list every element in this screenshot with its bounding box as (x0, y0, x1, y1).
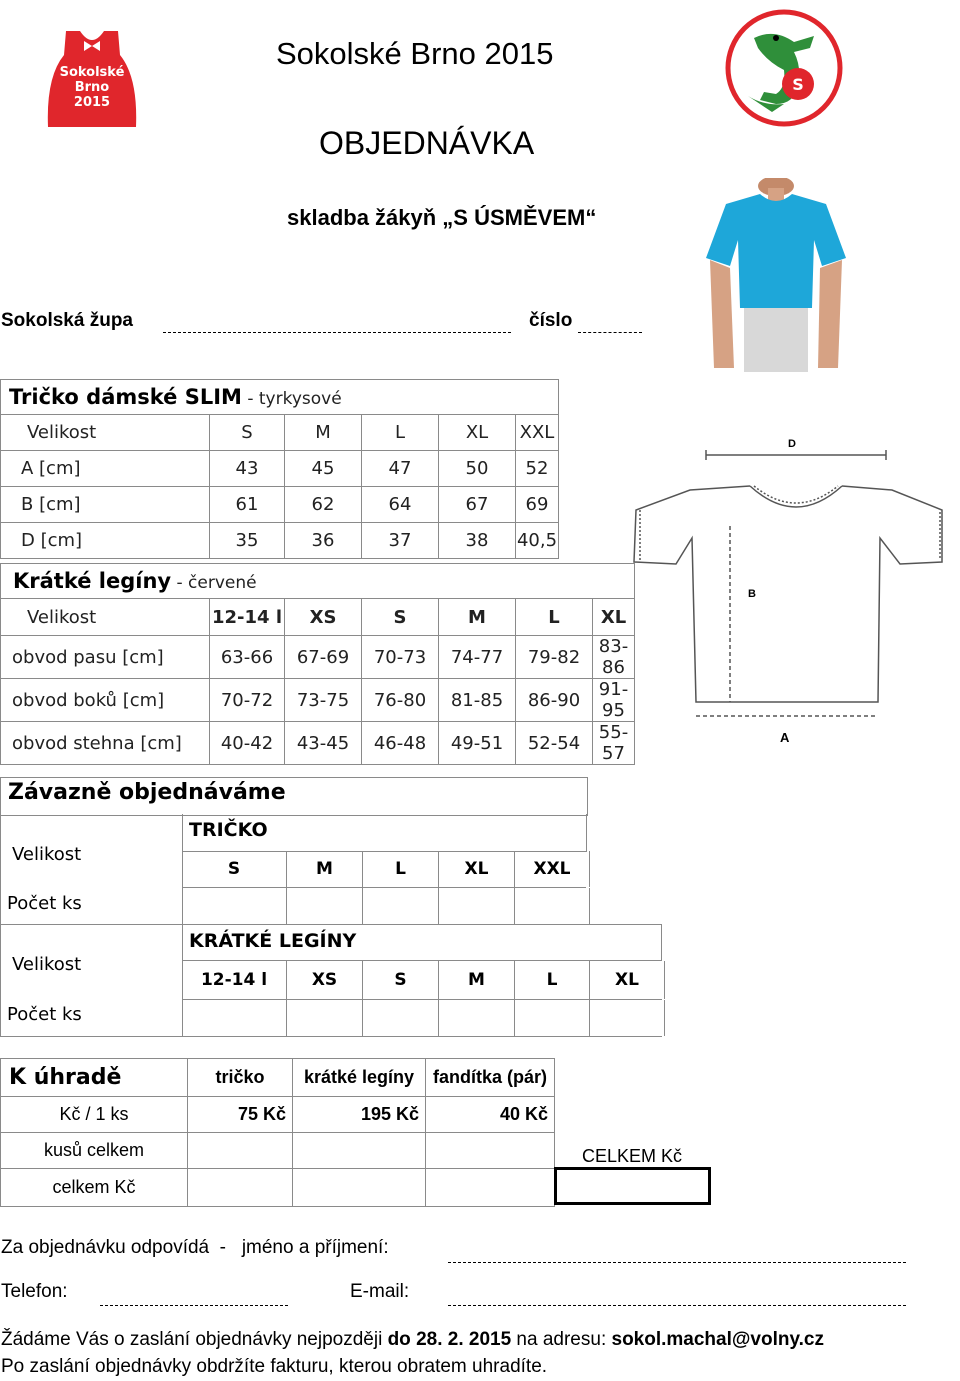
table-cell: 52-54 (516, 722, 593, 765)
table-cell: L (516, 599, 593, 636)
table-cell: 69 (516, 487, 559, 523)
order-size-cell: S (182, 851, 287, 887)
cislo-label: číslo (529, 310, 573, 331)
tshirt-qty-input-l[interactable] (363, 888, 439, 924)
table-cell: 83-86 (593, 636, 635, 679)
page-title: Sokolské Brno 2015 (276, 36, 554, 71)
order-tshirt-label: TRIČKO (189, 819, 268, 841)
price-fanditka: 40 Kč (426, 1097, 555, 1133)
responsible-name-field[interactable] (448, 1242, 906, 1263)
table-cell: 67-69 (285, 636, 362, 679)
footer-invoice-note: Po zaslání objednávky obdržíte fakturu, kterou obratem uhradíte. (1, 1356, 548, 1377)
leggings-table-title: Krátké legíny - červené (1, 564, 635, 599)
leggings-qty-input-xs[interactable] (287, 1000, 363, 1036)
order-velikost-1: Velikost (12, 844, 82, 865)
table-cell: 52 (516, 451, 559, 487)
table-cell: 55-57 (593, 722, 635, 765)
table-cell: B [cm] (1, 487, 210, 523)
diagram-label-a: A (780, 730, 790, 745)
table-cell: XL (593, 599, 635, 636)
footer-deadline (1, 1329, 824, 1351)
email-field[interactable] (448, 1285, 906, 1306)
tshirt-qty-input-m[interactable] (287, 888, 363, 924)
table-cell: 67 (439, 487, 516, 523)
table-cell: 86-90 (516, 679, 593, 722)
responsible-label: Za objednávku odpovídá - jméno a příjmení: (1, 1237, 389, 1258)
payment-header-fanditka: fandítka (pár) (426, 1059, 555, 1097)
zupa-label: Sokolská župa (1, 310, 133, 331)
tshirt-size-row (182, 851, 590, 887)
composition-subtitle: skladba žákyň „S ÚSMĚVEM“ (287, 205, 597, 230)
payment-table (0, 1058, 555, 1207)
table-row (1, 722, 635, 765)
table-cell: 79-82 (516, 636, 593, 679)
tshirt-table-title: Tričko dámské SLIM - tyrkysové (1, 380, 559, 415)
sum-total-leginy[interactable] (293, 1169, 426, 1207)
table-cell: 74-77 (439, 636, 516, 679)
table-cell: 46-48 (362, 722, 439, 765)
svg-text:S: S (792, 75, 804, 94)
leggings-qty-input-m[interactable] (439, 1000, 515, 1036)
table-cell: S (362, 599, 439, 636)
price-tricko: 75 Kč (188, 1097, 293, 1133)
diagram-label-d: D (788, 438, 796, 450)
table-cell: M (439, 599, 516, 636)
order-size-cell: XS (287, 961, 363, 999)
table-row (1, 1097, 555, 1133)
table-cell: 47 (362, 451, 439, 487)
table-row (1, 1133, 555, 1169)
diagram-label-b: B (748, 588, 756, 600)
price-label: Kč / 1 ks (1, 1097, 188, 1133)
table-cell: obvod pasu [cm] (1, 636, 210, 679)
table-row (1, 487, 559, 523)
table-cell: M (285, 415, 362, 451)
tshirt-qty-input-xxl[interactable] (515, 888, 590, 924)
crocodile-badge-icon (724, 8, 844, 128)
footer-text-b: na adresu: (511, 1329, 612, 1350)
table-row (1, 1059, 555, 1097)
table-cell: 62 (285, 487, 362, 523)
footer-text-a: Žádáme Vás o zaslání objednávky nejpozději (1, 1329, 388, 1350)
order-size-cell: L (363, 851, 439, 887)
table-cell: D [cm] (1, 523, 210, 559)
tshirt-qty-input-s[interactable] (182, 888, 287, 924)
tshirt-qty-input-xl[interactable] (439, 888, 515, 924)
table-cell: 61 (210, 487, 285, 523)
table-cell: 49-51 (439, 722, 516, 765)
tshirt-size-table (0, 379, 559, 559)
table-cell: S (210, 415, 285, 451)
leggings-size-table (0, 563, 635, 765)
order-leggings-label: KRÁTKÉ LEGÍNY (189, 930, 357, 952)
order-size-cell: L (515, 961, 590, 999)
cislo-field[interactable] (578, 312, 642, 333)
table-cell: 38 (439, 523, 516, 559)
sum-total-label: celkem Kč (1, 1169, 188, 1207)
order-velikost-2: Velikost (12, 954, 82, 975)
qty-total-leginy[interactable] (293, 1133, 426, 1169)
tshirt-photo (704, 178, 846, 372)
order-pocet-2: Počet ks (7, 1004, 82, 1025)
order-size-cell: M (439, 961, 515, 999)
qty-total-label: kusů celkem (1, 1133, 188, 1169)
footer-date: do 28. 2. 2015 (387, 1329, 512, 1350)
order-pocet-1: Počet ks (7, 893, 82, 914)
table-cell: 70-72 (210, 679, 285, 722)
sum-total-fanditka[interactable] (426, 1169, 555, 1207)
grand-total-field[interactable] (554, 1167, 711, 1205)
table-cell: XS (285, 599, 362, 636)
table-cell: 81-85 (439, 679, 516, 722)
table-row (1, 415, 559, 451)
table-cell: 43 (210, 451, 285, 487)
table-cell: A [cm] (1, 451, 210, 487)
email-label: E-mail: (350, 1281, 410, 1302)
table-cell: XXL (516, 415, 559, 451)
order-size-cell: XXL (515, 851, 590, 887)
logo-line-1: Sokolské (59, 65, 125, 80)
table-cell: 50 (439, 451, 516, 487)
order-size-cell: M (287, 851, 363, 887)
table-row (1, 523, 559, 559)
order-table-title: Závazně objednáváme (8, 780, 286, 805)
table-row (1, 451, 559, 487)
table-cell: 70-73 (362, 636, 439, 679)
leggings-qty-input-xl[interactable] (590, 1000, 665, 1036)
table-row (1, 636, 635, 679)
logo-line-3: 2015 (73, 95, 111, 110)
price-leginy: 195 Kč (293, 1097, 426, 1133)
table-cell: 40,5 (516, 523, 559, 559)
table-row (1, 679, 635, 722)
table-cell: 43-45 (285, 722, 362, 765)
shirt-outline-icon (630, 438, 960, 750)
order-size-cell: XL (590, 961, 665, 999)
logo-line-2: Brno (74, 80, 110, 95)
table-cell: 35 (210, 523, 285, 559)
turquoise-shirt-icon (704, 178, 846, 372)
sum-total-tricko[interactable] (188, 1169, 293, 1207)
order-size-cell: S (363, 961, 439, 999)
shirt-measurement-diagram (630, 438, 960, 750)
phone-label: Telefon: (1, 1281, 68, 1302)
payment-header-leginy: krátké legíny (293, 1059, 426, 1097)
table-cell: 73-75 (285, 679, 362, 722)
table-cell: 40-42 (210, 722, 285, 765)
leggings-qty-row (182, 1000, 665, 1036)
order-size-cell: 12-14 l (182, 961, 287, 999)
tshirt-qty-row (182, 888, 590, 924)
table-cell: 45 (285, 451, 362, 487)
payment-title: K úhradě (1, 1059, 188, 1097)
table-cell: 63-66 (210, 636, 285, 679)
order-heading: OBJEDNÁVKA (319, 125, 535, 161)
table-row (1, 1169, 555, 1207)
table-cell: 76-80 (362, 679, 439, 722)
table-cell: Velikost (1, 599, 210, 636)
grand-total-label: CELKEM Kč (582, 1146, 683, 1166)
table-cell: XL (439, 415, 516, 451)
table-cell: 37 (362, 523, 439, 559)
order-table (0, 777, 662, 1037)
qty-total-fanditka[interactable] (426, 1133, 555, 1169)
leggings-size-row (182, 961, 665, 999)
table-cell: 64 (362, 487, 439, 523)
table-cell: 91-95 (593, 679, 635, 722)
leggings-qty-input-s[interactable] (363, 1000, 439, 1036)
table-cell: 12-14 l (210, 599, 285, 636)
zupa-field[interactable] (163, 312, 511, 333)
leggings-qty-input-l[interactable] (515, 1000, 590, 1036)
footer-email-link[interactable]: sokol.machal@volny.cz (611, 1329, 824, 1350)
qty-total-tricko[interactable] (188, 1133, 293, 1169)
table-cell: L (362, 415, 439, 451)
table-row (1, 599, 635, 636)
sokolske-brno-logo (40, 27, 144, 131)
leggings-qty-input-1214[interactable] (182, 1000, 287, 1036)
table-cell: obvod stehna [cm] (1, 722, 210, 765)
table-cell: obvod boků [cm] (1, 679, 210, 722)
phone-field[interactable] (100, 1285, 288, 1306)
payment-header-tricko: tričko (188, 1059, 293, 1097)
order-size-cell: XL (439, 851, 515, 887)
table-cell: 36 (285, 523, 362, 559)
table-cell: Velikost (1, 415, 210, 451)
